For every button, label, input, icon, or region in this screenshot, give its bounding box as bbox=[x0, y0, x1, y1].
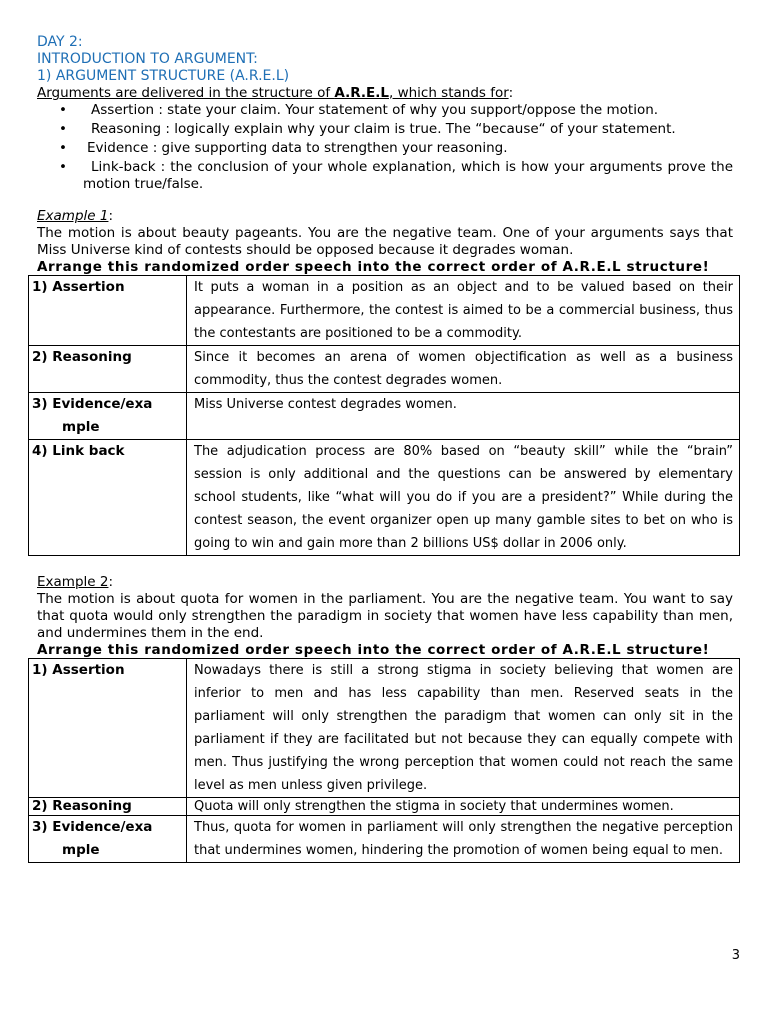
bullet-evidence bbox=[59, 140, 733, 157]
arel-bullet-list bbox=[37, 102, 733, 193]
row-content: Miss Universe contest degrades women. bbox=[187, 393, 740, 440]
day-heading: DAY 2: bbox=[37, 34, 83, 50]
intro-heading: INTRODUCTION TO ARGUMENT: bbox=[37, 51, 258, 67]
row-label bbox=[29, 816, 187, 863]
bullet-text: ssertion : state your claim. Your statement of why you support/oppose the motion. bbox=[100, 102, 659, 118]
intro-line-colon: : bbox=[508, 85, 514, 101]
table-row bbox=[29, 659, 740, 798]
table-row bbox=[29, 798, 740, 816]
example2-colon: : bbox=[108, 574, 114, 590]
bullet-assertion bbox=[59, 102, 733, 119]
row-label bbox=[29, 798, 187, 816]
row-label bbox=[29, 659, 187, 798]
row-label-text: 1) Assertion bbox=[32, 279, 125, 295]
table-row bbox=[29, 440, 740, 556]
example1-label-line bbox=[37, 208, 733, 225]
bullet-initial: L bbox=[91, 159, 99, 175]
section-heading: 1) ARGUMENT STRUCTURE (A.R.E.L) bbox=[37, 68, 290, 84]
example1-colon: : bbox=[108, 208, 114, 224]
table-row bbox=[29, 393, 740, 440]
example2-description: The motion is about quota for women in the parliament. You are the negative team. You want to say that quota would only strengthen the paradigm in society that women have less capability than men, and undermines them in the end. bbox=[37, 591, 733, 641]
row-content: Quota will only strengthen the stigma in society that undermines women. bbox=[187, 798, 740, 816]
example2-label-line bbox=[37, 574, 733, 591]
row-label-text: 1) Assertion bbox=[32, 662, 125, 678]
example1-label: Example 1 bbox=[37, 208, 109, 224]
document-page bbox=[32, 34, 733, 863]
bullet-text: easoning : logically explain why your claim is true. The “because“ of your statement. bbox=[99, 121, 676, 137]
bullet-text: ink-back : the conclusion of your whole explanation, which is how your arguments prove the motion true/false. bbox=[83, 159, 733, 192]
intro-line-after: , which stands for bbox=[388, 85, 509, 101]
bullet-text: vidence : give supporting data to strengthen your reasoning. bbox=[95, 140, 508, 156]
row-label-text: 4) Link back bbox=[32, 443, 125, 459]
bullet-initial: A bbox=[91, 102, 101, 118]
row-label-continuation: mple bbox=[62, 842, 100, 858]
row-content: It puts a woman in a position as an object and to be valued based on their appearance. Furthermore, the contest is aimed to be a commercial business, thus the contestants are positioned to be a commodity. bbox=[187, 276, 740, 346]
row-content: Since it becomes an arena of women objectification as well as a business commodity, thus the contest degrades women. bbox=[187, 346, 740, 393]
example1-table bbox=[28, 275, 740, 556]
bullet-glyph: • bbox=[59, 102, 67, 118]
table-row bbox=[29, 346, 740, 393]
row-label bbox=[29, 393, 187, 440]
row-label-continuation: mple bbox=[62, 419, 100, 435]
row-label-text: 2) Reasoning bbox=[32, 798, 132, 814]
example2-table bbox=[28, 658, 740, 863]
bullet-glyph: • bbox=[59, 140, 67, 156]
page-number: 3 bbox=[731, 948, 740, 963]
example2-label: Example 2 bbox=[37, 574, 109, 590]
example1-instruction: Arrange this randomized order speech into the correct order of A.R.E.L structure! bbox=[37, 259, 710, 275]
table-row bbox=[29, 276, 740, 346]
row-label-text: 2) Reasoning bbox=[32, 349, 132, 365]
intro-line-before: Arguments are delivered in the structure of bbox=[37, 85, 335, 101]
row-content: Nowadays there is still a strong stigma in society believing that women are inferior to men and has less capability than men. Reserved seats in the parliament will only strengthen the paradigm that women can only sit in the parliament if they are facilitated but not because they can equally compete with men. Thus justifying the wrong perception that women could not reach the same level as men unless given privilege. bbox=[187, 659, 740, 798]
bullet-reasoning bbox=[59, 121, 733, 138]
bullet-glyph: • bbox=[59, 121, 67, 137]
row-content: The adjudication process are 80% based on “beauty skill” while the “brain” session is only additional and the questions can be answered by elementary school students, like “what will you do if you are a president?” While during the contest season, the event organizer open up many gamble sites to bet on who is going to win and gain more than 2 billions US$ dollar in 2006 only. bbox=[187, 440, 740, 556]
intro-line-acronym: A.R.E.L bbox=[334, 85, 389, 101]
row-label bbox=[29, 440, 187, 556]
example1-description: The motion is about beauty pageants. You are the negative team. One of your arguments says that Miss Universe kind of contests should be opposed because it degrades woman. bbox=[37, 225, 733, 258]
example2-instruction: Arrange this randomized order speech into the correct order of A.R.E.L structure! bbox=[37, 642, 710, 658]
bullet-initial: E bbox=[87, 140, 96, 156]
row-label-text: 3) Evidence/exa bbox=[32, 396, 153, 412]
bullet-glyph: • bbox=[59, 159, 67, 175]
row-label-text: 3) Evidence/exa bbox=[32, 819, 153, 835]
bullet-link-back bbox=[59, 159, 733, 193]
row-label bbox=[29, 346, 187, 393]
bullet-initial: R bbox=[91, 121, 100, 137]
intro-line bbox=[37, 85, 733, 102]
row-content: Thus, quota for women in parliament will only strengthen the negative perception that undermines women, hindering the promotion of women being equal to men. bbox=[187, 816, 740, 863]
row-label bbox=[29, 276, 187, 346]
table-row bbox=[29, 816, 740, 863]
